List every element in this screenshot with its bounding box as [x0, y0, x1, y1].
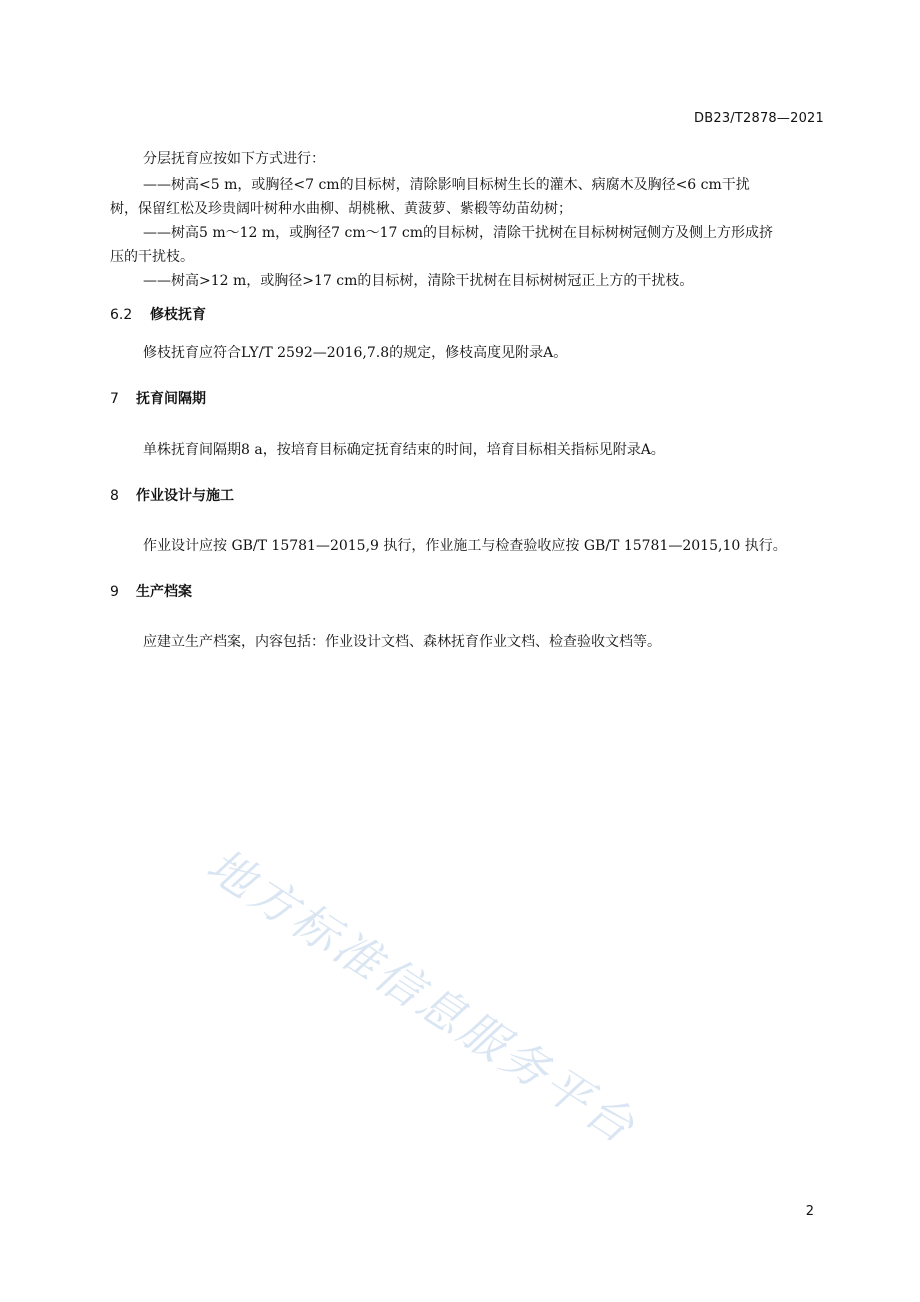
- list-item-2-line-1: ——树高5 m～12 m，或胸径7 cm～17 cm的目标树，清除干扰树在目标树树冠侧方及侧上方形成挤: [143, 225, 774, 241]
- heading-7: [110, 389, 206, 409]
- heading-title: 生产档案: [136, 584, 192, 600]
- list-item-1-line-1: ——树高<5 m，或胸径<7 cm的目标树，清除影响目标树生长的灌木、病腐木及胸径<6 cm干扰: [143, 177, 750, 193]
- heading-title: 修枝抚育: [150, 307, 206, 323]
- heading-9: [110, 582, 192, 602]
- list-item-2-line-2: 压的干扰枝。: [110, 249, 194, 265]
- list-item-1-line-2: 树，保留红松及珍贵阔叶树种水曲柳、胡桃楸、黄菠萝、紫椴等幼苗幼树；: [110, 201, 572, 217]
- heading-number: 9: [110, 584, 119, 600]
- document-code: DB23/T2878—2021: [694, 111, 824, 126]
- section-6-1-intro: 分层抚育应按如下方式进行：: [143, 151, 325, 167]
- section-8-text: 作业设计应按 GB/T 15781—2015,9 执行，作业施工与检查验收应按 GB/T 15781—2015,10 执行。: [143, 538, 787, 554]
- section-6-2-text: 修枝抚育应符合LY/T 2592—2016,7.8的规定，修枝高度见附录A。: [143, 345, 568, 361]
- watermark: 地方标准信息服务平台: [197, 837, 647, 1156]
- heading-number: 7: [110, 391, 119, 407]
- section-7-text: 单株抚育间隔期8 a，按培育目标确定抚育结束的时间，培育目标相关指标见附录A。: [143, 442, 665, 458]
- section-9-text: 应建立生产档案，内容包括：作业设计文档、森林抚育作业文档、检查验收文档等。: [143, 634, 661, 650]
- heading-number: 6.2: [110, 307, 133, 323]
- heading-title: 作业设计与施工: [136, 488, 234, 504]
- heading-title: 抚育间隔期: [136, 391, 206, 407]
- heading-number: 8: [110, 488, 119, 504]
- page-number: 2: [805, 1204, 814, 1219]
- heading-8: [110, 486, 234, 506]
- list-item-3: ——树高>12 m，或胸径>17 cm的目标树，清除干扰树在目标树树冠正上方的干扰枝。: [143, 273, 694, 289]
- heading-6-2: [110, 305, 206, 325]
